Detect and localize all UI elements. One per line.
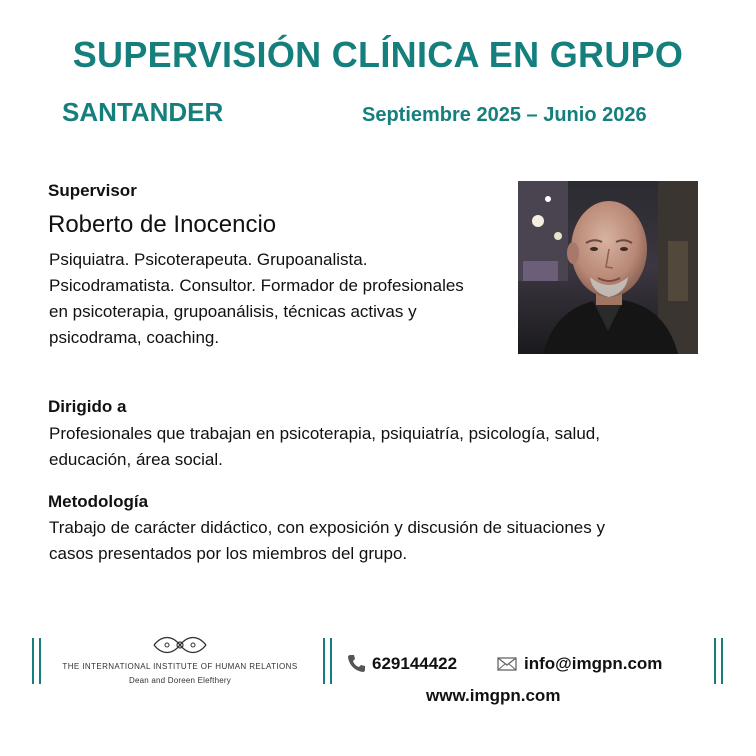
methodology-line: Trabajo de carácter didáctico, con exposición y discusión de situaciones y	[49, 518, 605, 537]
methodology-label: Metodología	[48, 492, 149, 511]
website-link[interactable]: www.imgpn.com	[426, 686, 561, 705]
envelope-icon	[497, 656, 517, 672]
city-label: SANTANDER	[62, 97, 224, 127]
bio-line: Psicodramatista. Consultor. Formador de profesionales	[49, 276, 464, 295]
audience-label: Dirigido a	[48, 397, 127, 416]
bio-line: en psicoterapia, grupoanálisis, técnicas activas y	[49, 302, 417, 321]
phone-number[interactable]: 629144422	[372, 654, 458, 673]
audience-text	[49, 421, 729, 473]
supervisor-bio	[49, 247, 519, 351]
date-range: Septiembre 2025 – Junio 2026	[362, 104, 647, 126]
divider-bar	[721, 638, 723, 684]
supervisor-label: Supervisor	[48, 181, 137, 200]
bio-line: psicodrama, coaching.	[49, 328, 220, 347]
institute-name: THE INTERNATIONAL INSTITUTE OF HUMAN RELATIONS	[62, 662, 298, 671]
phone-icon	[346, 653, 366, 673]
audience-line: educación, área social.	[49, 450, 223, 469]
bio-line: Psiquiatra. Psicoterapeuta. Grupoanalista.	[49, 250, 368, 269]
institute-founders: Dean and Doreen Elefthery	[129, 676, 231, 685]
methodology-text	[49, 515, 729, 567]
audience-line: Profesionales que trabajan en psicoterapia, psiquiatría, psicología, salud,	[49, 424, 600, 443]
page-title: SUPERVISIÓN CLÍNICA EN GRUPO	[72, 34, 684, 75]
divider-bar	[32, 638, 34, 684]
divider-bar	[323, 638, 325, 684]
divider-bar	[714, 638, 716, 684]
supervisor-name: Roberto de Inocencio	[48, 211, 277, 238]
email-link[interactable]: info@imgpn.com	[524, 654, 663, 673]
divider-bar	[39, 638, 41, 684]
ornament-logo-icon	[150, 633, 210, 657]
supervisor-photo	[518, 181, 698, 354]
divider-bar	[330, 638, 332, 684]
methodology-line: casos presentados por los miembros del grupo.	[49, 544, 408, 563]
